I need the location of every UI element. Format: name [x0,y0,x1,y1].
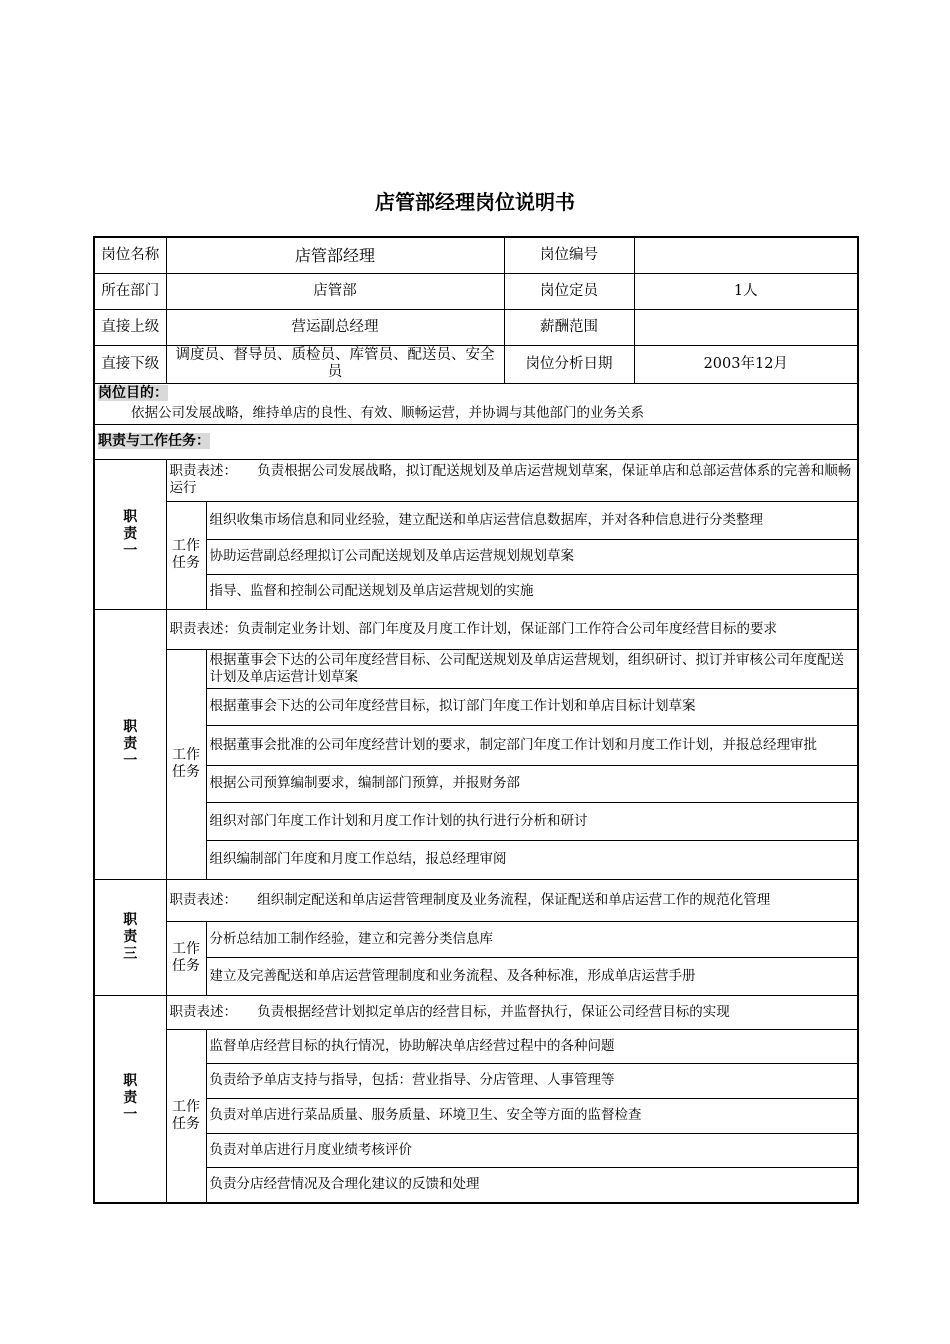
purpose-label-row [94,383,858,403]
duty-4-description: 职责表述： 负责根据经营计划拟定单店的经营目标，并监督执行，保证公司经营目标的实现 [166,995,858,1029]
value-position-code [634,237,858,273]
task-row [94,688,858,725]
duty-1-description: 职责表述： 负责根据公司发展战略，拟订配送规划及单店运营规划草案，保证单店和总部运营体系的完善和顺畅运行 [166,459,858,501]
value-salary-range [634,309,858,345]
duty-1-task-2: 协助运营副总经理拟订公司配送规划及单店运营规划规划草案 [206,539,858,574]
header-row-position-name [94,237,858,273]
duty-2-name: 职责一 [94,609,166,879]
duty-3-description: 职责表述： 组织制定配送和单店运营管理制度及业务流程，保证配送和单店运营工作的规范化管理 [166,879,858,921]
page-title: 店管部经理岗位说明书 [375,190,575,214]
duty-2-task-6: 组织编制部门年度和月度工作总结，报总经理审阅 [206,840,858,879]
value-analysis-date: 2003年12月 [634,345,858,383]
duty-1-name: 职责一 [94,459,166,609]
value-superior: 营运副总经理 [166,309,504,345]
purpose-text-row [94,403,858,424]
duty-1-task-label: 工作任务 [166,501,206,609]
task-row [94,1133,858,1167]
duty-1-task-3: 指导、监督和控制公司配送规划及单店运营规划的实施 [206,574,858,609]
duty-2-task-1: 根据董事会下达的公司年度经营目标、公司配送规划及单店运营规划，组织研讨、拟订并审核公司年度配送计划及单店运营计划草案 [206,649,858,688]
purpose-text: 依据公司发展战略，维持单店的良性、有效、顺畅运营，并协调与其他部门的业务关系 [94,403,858,424]
duty-2-desc-row [94,609,858,649]
label-analysis-date: 岗位分析日期 [504,345,634,383]
duty-4-task-4: 负责对单店进行月度业绩考核评价 [206,1133,858,1167]
duty-4-task-3: 负责对单店进行菜品质量、服务质量、环境卫生、安全等方面的监督检查 [206,1098,858,1133]
label-headcount: 岗位定员 [504,273,634,309]
header-row-superior [94,309,858,345]
task-row [94,921,858,957]
label-department: 所在部门 [94,273,166,309]
duty-4-task-2: 负责给予单店支持与指导，包括：营业指导、分店管理、人事管理等 [206,1063,858,1098]
duty-2-task-label: 工作任务 [166,649,206,879]
task-row [94,725,858,765]
task-row [94,840,858,879]
task-row [94,1063,858,1098]
value-position-name: 店管部经理 [166,237,504,273]
duty-2-task-3: 根据董事会批准的公司年度经营计划的要求，制定部门年度工作计划和月度工作计划，并报总经理审批 [206,725,858,765]
task-row [94,539,858,574]
duty-3-name: 职责三 [94,879,166,995]
header-row-department [94,273,858,309]
duty-3-task-label: 工作任务 [166,921,206,995]
header-row-subordinates [94,345,858,383]
task-row [94,649,858,688]
duty-2-task-4: 根据公司预算编制要求，编制部门预算，并报财务部 [206,765,858,802]
label-superior: 直接上级 [94,309,166,345]
duty-4-task-5: 负责分店经营情况及合理化建议的反馈和处理 [206,1167,858,1203]
duty-4-desc-row [94,995,858,1029]
task-row [94,1098,858,1133]
task-row [94,1167,858,1203]
duty-4-name: 职责一 [94,995,166,1203]
task-row [94,957,858,995]
task-row [94,1029,858,1063]
duties-label-row [94,424,858,459]
duty-2-description: 职责表述：负责制定业务计划、部门年度及月度工作计划，保证部门工作符合公司年度经营目标的要求 [166,609,858,649]
duty-1-desc-row [94,459,858,501]
value-subordinates: 调度员、督导员、质检员、库管员、配送员、安全员 [166,345,504,383]
task-row [94,765,858,802]
task-row [94,574,858,609]
label-position-name: 岗位名称 [94,237,166,273]
duty-4-task-label: 工作任务 [166,1029,206,1203]
duty-1-task-1: 组织收集市场信息和同业经验，建立配送和单店运营信息数据库，并对各种信息进行分类整理 [206,501,858,539]
duty-3-task-1: 分析总结加工制作经验，建立和完善分类信息库 [206,921,858,957]
label-salary-range: 薪酬范围 [504,309,634,345]
duty-4-task-1: 监督单店经营目标的执行情况，协助解决单店经营过程中的各种问题 [206,1029,858,1063]
value-department: 店管部 [166,273,504,309]
task-row [94,802,858,840]
purpose-label: 岗位目的： [98,384,168,401]
job-description-table [93,236,859,1204]
label-position-code: 岗位编号 [504,237,634,273]
duty-3-task-2: 建立及完善配送和单店运营管理制度和业务流程、及各种标准，形成单店运营手册 [206,957,858,995]
duty-3-desc-row [94,879,858,921]
duties-label: 职责与工作任务： [98,433,210,449]
label-subordinates: 直接下级 [94,345,166,383]
duty-2-task-5: 组织对部门年度工作计划和月度工作计划的执行进行分析和研讨 [206,802,858,840]
value-headcount: 1人 [634,273,858,309]
task-row [94,501,858,539]
duty-2-task-2: 根据董事会下达的公司年度经营目标，拟订部门年度工作计划和单店目标计划草案 [206,688,858,725]
